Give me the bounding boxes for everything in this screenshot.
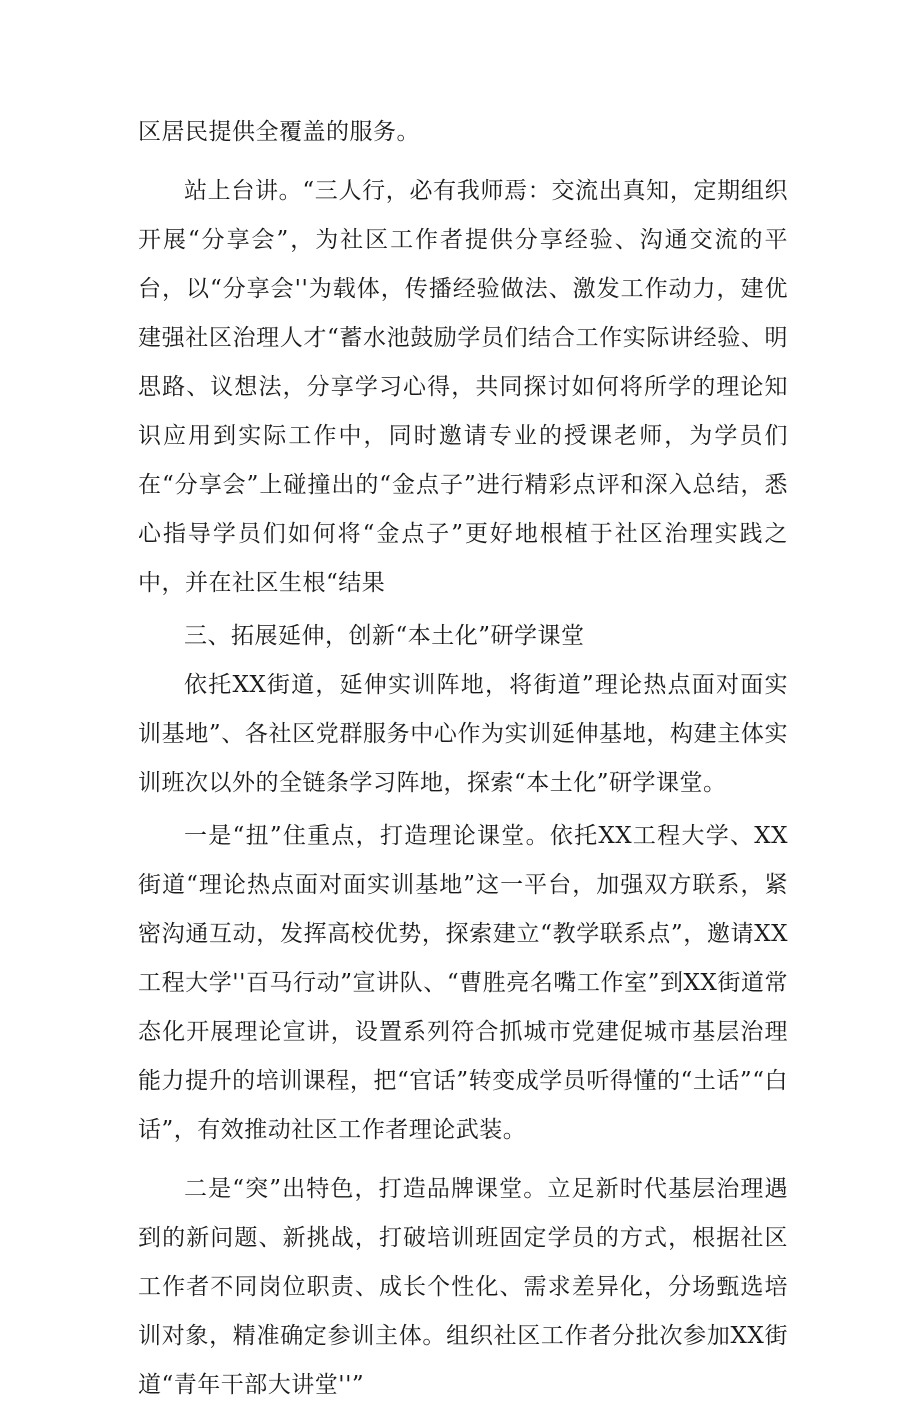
paragraph-brand-classroom: 二是“突”出特色，打造品牌课堂。立足新时代基层治理遇到的新问题、新挑战，打破培训班固定学员的方式，根据社区工作者不同岗位职责、成长个性化、需求差异化，分场甄选培训对象，精准确定参训主体。组织社区工作者分批次参加XX街道“青年干部大讲堂''” [138, 1176, 788, 1398]
paragraph-localized-classroom: 依托XX街道，延伸实训阵地，将街道”理论热点面对面实训基地”、各社区党群服务中心作为实训延伸基地，构建主体实训班次以外的全链条学习阵地，探索“本土化”研学课堂。 [138, 672, 788, 796]
paragraph-theory-classroom: 一是“扭”住重点，打造理论课堂。依托XX工程大学、XX街道“理论热点面对面实训基地”这一平台，加强双方联系，紧密沟通互动，发挥高校优势，探索建立“教学联系点”，邀请XX工程大学''百马行动”宣讲队、“曹胜亮名嘴工作室”到XX街道常态化开展理论宣讲，设置系列符合抓城市党建促城市基层治理能力提升的培训课程，把“官话”转变成学员听得懂的“土话”“白话”，有效推动社区工作者理论武装。 [138, 823, 788, 1143]
document-body [138, 108, 788, 1410]
paragraph-share-session: 站上台讲。“三人行，必有我师焉：交流出真知，定期组织开展“分享会”，为社区工作者提供分享经验、沟通交流的平台，以“分享会''为载体，传播经验做法、激发工作动力，建优建强社区治理人才“蓄水池鼓励学员们结合工作实际讲经验、明思路、议想法，分享学习心得，共同探讨如何将所学的理论知识应用到实际工作中，同时邀请专业的授课老师，为学员们在“分享会”上碰撞出的“金点子”进行精彩点评和深入总结，悉心指导学员们如何将“金点子”更好地根植于社区治理实践之中，并在社区生根“结果 [138, 178, 788, 596]
paragraph-continuation: 区居民提供全覆盖的服务。 [138, 119, 420, 145]
section-heading-3: 三、拓展延伸，创新“本土化”研学课堂 [184, 623, 585, 649]
